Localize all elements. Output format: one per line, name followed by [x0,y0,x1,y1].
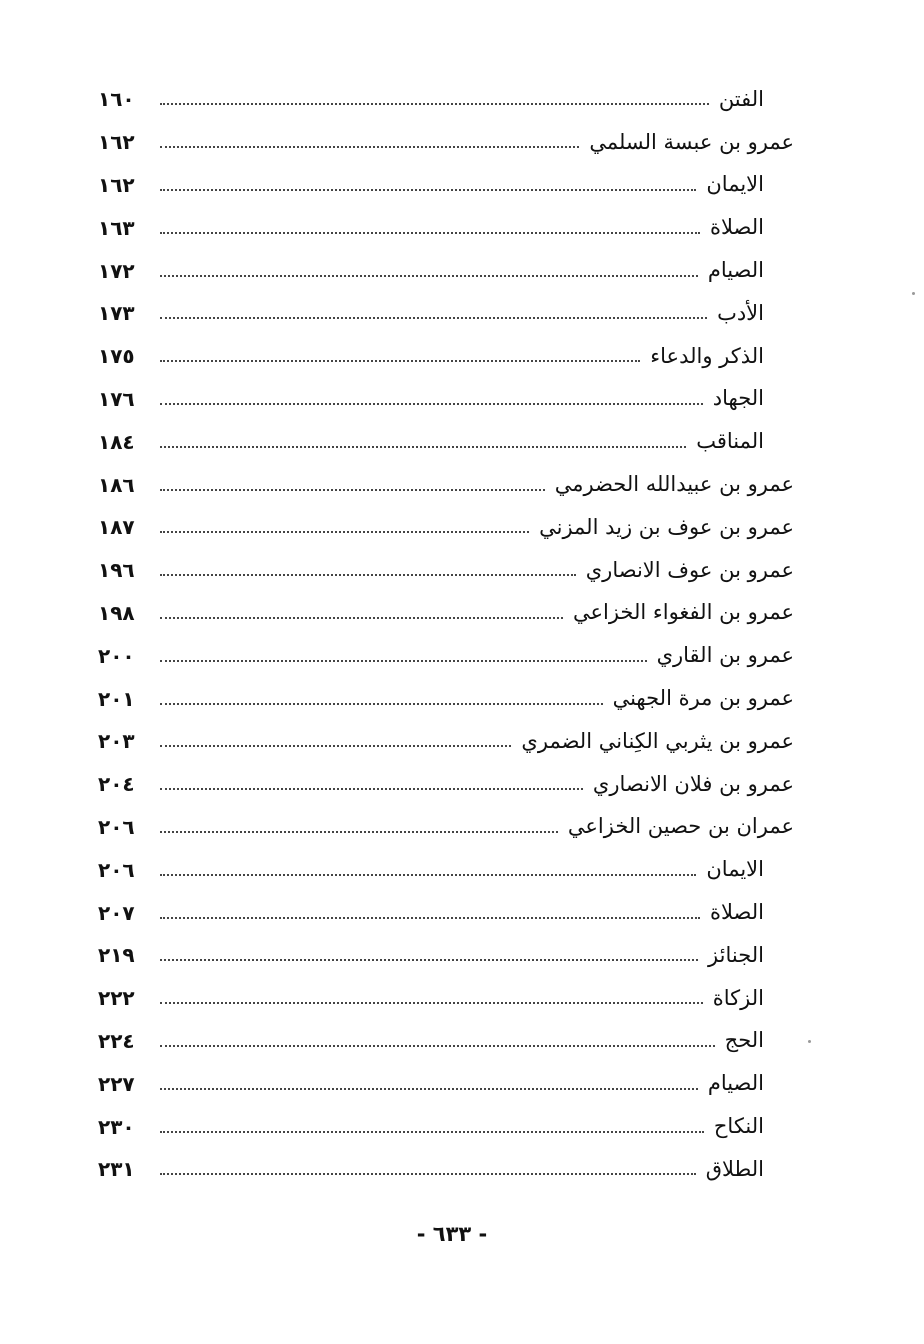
dot-leader [160,745,511,747]
entry-page-number: ١٦٠ [98,87,135,112]
dot-leader [160,1045,715,1047]
entry-page-number: ١٨٧ [98,515,135,540]
entry-page-number: ١٧٦ [98,386,135,411]
entry-title: الايمان [706,172,764,197]
entry-title: الجهاد [712,386,764,411]
toc-entry [98,420,794,463]
entry-title: الجنائز [708,942,764,967]
dot-leader [160,1173,696,1175]
dot-leader [160,232,700,234]
page-number: - ٦٣٣ - [416,1222,488,1246]
toc-entry [98,763,794,806]
toc-entry [98,249,794,292]
entry-page-number: ٢٠٤ [98,772,135,797]
dot-leader [160,874,696,876]
dot-leader [160,788,583,790]
dot-leader [160,1131,704,1133]
entry-title: عمرو بن فلان الانصاري [592,771,794,796]
entry-title: عمرو بن يثربي الكِناني الضمري [521,728,794,753]
dot-leader [160,189,696,191]
entry-page-number: ١٦٢ [98,172,135,197]
dot-leader [160,831,558,833]
entry-page-number: ٢٢٧ [98,1071,135,1096]
entry-page-number: ١٩٦ [98,558,135,583]
entry-page-number: ٢٠٦ [98,814,135,839]
entry-page-number: ١٧٥ [98,344,135,369]
entry-title: الصلاة [710,900,764,925]
scan-speck [808,1040,811,1043]
entry-title: عمرو بن مرة الجهني [612,686,794,711]
table-of-contents [98,78,794,1191]
entry-title: الصيام [707,258,764,283]
toc-entry [98,378,794,421]
entry-title: الأدب [717,300,764,325]
entry-title: الذكر والدعاء [650,343,764,368]
toc-entry [98,549,794,592]
entry-title: المناقب [696,429,764,454]
dot-leader [160,959,698,961]
toc-entry [98,934,794,977]
toc-entry [98,848,794,891]
entry-page-number: ١٨٦ [98,472,135,497]
toc-entry [98,506,794,549]
dot-leader [160,1002,703,1004]
entry-title: الايمان [706,857,764,882]
entry-page-number: ١٧٣ [98,301,135,326]
toc-entry [98,806,794,849]
toc-entry [98,78,794,121]
scan-speck [912,292,915,295]
entry-title: الزكاة [712,985,764,1010]
entry-title: عمرو بن عوف الانصاري [585,557,794,582]
toc-entry [98,891,794,934]
entry-title: عمرو بن القاري [656,643,794,668]
entry-title: الطلاق [705,1156,764,1181]
dot-leader [160,146,579,148]
entry-page-number: ٢٢٢ [98,986,135,1011]
entry-page-number: ٢٠١ [98,686,135,711]
dot-leader [160,617,563,619]
entry-title: عمرو بن الفغواء الخزاعي [572,600,794,625]
toc-entry [98,1105,794,1148]
entry-page-number: ٢٠٧ [98,900,135,925]
entry-title: الصيام [707,1071,764,1096]
entry-page-number: ٢٠٠ [98,643,135,668]
entry-title: الصلاة [710,215,764,240]
entry-page-number: ٢٢٤ [98,1028,135,1053]
toc-entry [98,335,794,378]
dot-leader [160,403,703,405]
entry-page-number: ١٨٤ [98,429,135,454]
entry-page-number: ٢٠٣ [98,729,135,754]
dot-leader [160,317,707,319]
entry-title: النكاح [713,1114,764,1139]
toc-entry [98,592,794,635]
entry-title: عمران بن حصين الخزاعي [567,814,794,839]
entry-page-number: ١٦٢ [98,130,135,155]
entry-title: عمرو بن عبسة السلمي [589,129,794,154]
dot-leader [160,446,686,448]
dot-leader [160,275,698,277]
dot-leader [160,489,545,491]
entry-page-number: ٢٠٦ [98,857,135,882]
dot-leader [160,574,576,576]
entry-title: عمرو بن عوف بن زيد المزني [539,514,794,539]
toc-entry [98,1148,794,1191]
dot-leader [160,360,640,362]
dot-leader [160,1088,698,1090]
toc-entry [98,977,794,1020]
entry-page-number: ٢٣١ [98,1157,135,1182]
toc-entry [98,292,794,335]
dot-leader [160,531,529,533]
dot-leader [160,103,709,105]
toc-entry [98,164,794,207]
toc-entry [98,463,794,506]
entry-page-number: ٢٣٠ [98,1114,135,1139]
entry-page-number: ١٦٣ [98,215,135,240]
dot-leader [160,917,700,919]
dot-leader [160,703,603,705]
entry-page-number: ٢١٩ [98,943,135,968]
entry-title: الحج [724,1028,764,1053]
toc-entry [98,1020,794,1063]
toc-entry [98,634,794,677]
toc-entry [98,1062,794,1105]
entry-page-number: ١٧٢ [98,258,135,283]
toc-entry [98,677,794,720]
entry-page-number: ١٩٨ [98,600,135,625]
entry-title: الفتن [718,86,764,111]
entry-title: عمرو بن عبيدالله الحضرمي [554,472,794,497]
dot-leader [160,660,647,662]
toc-entry [98,206,794,249]
toc-entry [98,121,794,164]
toc-entry [98,720,794,763]
